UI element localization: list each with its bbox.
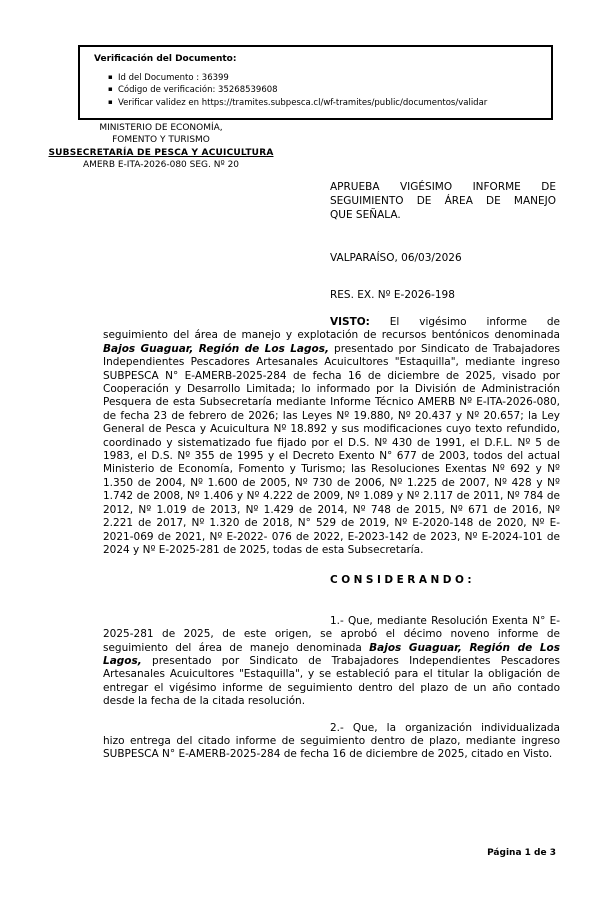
bullet-icon: ▪ <box>108 85 113 94</box>
amerb-reference: AMERB E-ITA-2026-080 SEG. Nº 20 <box>82 159 240 170</box>
page-footer <box>487 848 556 858</box>
paragraph-2-text: 2.- Que, la organización individualizada hizo entrega del citado informe de seguimiento dentro de plazo, mediante ingreso SUBPESCA N° E-AMERB-2025-284 de fecha 16 de diciembre de 2025, citado en Visto. <box>103 721 560 761</box>
bullet-icon: ▪ <box>108 97 113 106</box>
visto-label: VISTO: <box>330 316 370 328</box>
bullet-icon: ▪ <box>108 73 113 81</box>
area-name-emphasis: Bajos Guaguar, Región de Los Lagos, <box>103 641 561 667</box>
place-and-date: VALPARAÍSO, 06/03/2026 <box>330 252 462 264</box>
considerando-paragraph-1 <box>103 615 560 709</box>
page-label-prefix: Página <box>487 848 525 858</box>
considerando-paragraph-2 <box>103 722 560 762</box>
document-body <box>103 316 560 762</box>
visto-intro: El vigésimo informe de seguimiento del área de manejo y explotación de recursos bentónicos denominada <box>103 316 560 342</box>
page-label-suffix: de 3 <box>530 848 556 858</box>
subsecretaria-title: SUBSECRETARÍA DE PESCA Y ACUICULTURA <box>48 147 274 158</box>
ministry-line-1: MINISTERIO DE ECONOMÍA, <box>99 123 223 133</box>
area-name-emphasis: Bajos Guaguar, Región de Los Lagos, <box>103 342 329 355</box>
verification-list <box>108 72 541 109</box>
verification-item-text: Id del Documento : 36399 <box>118 73 229 83</box>
ministry-line-2: FOMENTO Y TURISMO <box>112 135 210 146</box>
verification-title: Verificación del Documento: <box>94 54 237 64</box>
verification-item-document-id <box>108 72 541 84</box>
visto-rest: presentado por Sindicato de Trabajadores Independientes Pescadores Artesanales Acuicultores "Estaquilla", mediante ingreso SUBPESCA N° E-AMERB-2025-284 de fecha 16 de diciembre de 2025, visado por Cooperación y Desarrollo Limitada; lo informado por la División de Administración Pesquera de esta Subsecretaría mediante Informe Técnico AMERB Nº E-ITA-2026-080, de fecha 23 de febrero de 2026; las Leyes Nº 19.880, Nº 20.437 y Nº 20.657; la Ley General de Pesca y Acuicultura Nº 18.892 y sus modificaciones cuyo texto refundido, coordinado y sistematizado fue fijado por el D.S. Nº 430 de 1991, el D.F.L. Nº 5 de 1983, el D.S. Nº 355 de 1995 y el Decreto Exento N° 677 de 2003, todos del actual Ministerio de Economía, Fomento y Turismo; las Resoluciones Exentas Nº 692 y Nº 1.350 de 2004, Nº 1.600 de 2005, Nº 730 de 2006, Nº 1.225 de 2007, Nº 428 y Nº 1.742 de 2008, Nº 1.406 y Nº 4.222 de 2009, Nº 1.089 y Nº 2.117 de 2011, Nº 784 de 2012, Nº 1.019 de 2013, Nº 1.429 de 2014, Nº 748 de 2015, Nº 671 de 2016, Nº 2.221 de 2017, Nº 1.320 de 2018, N° 529 de 2019, Nº E-2020-148 de 2020, Nº E-2021-069 de 2021, Nº E-2022- 076 de 2022, E-2023-142 de 2023, Nº E-2024-101 de 2024 y Nº E-2025-281 de 2025, todas de esta Subsecretaría. <box>103 342 560 556</box>
verification-url-text: Verificar validez en https://tramites.subpesca.cl/wf-tramites/public/documentos/validar <box>118 97 488 108</box>
subject-line: SEGUIMIENTO DE ÁREA DE MANEJO <box>330 195 556 207</box>
letterhead <box>37 122 285 171</box>
verification-item-code <box>108 84 541 96</box>
resolution-subject <box>330 180 556 222</box>
paragraph-1-rest: presentado por Sindicato de Trabajadores Independientes Pescadores Artesanales Acuicultores "Estaquilla", y se estableció para el titular la obligación de entregar el vigésimo informe de seguimiento dentro del plazo de un año contado desde la fecha de la citada resolución. <box>103 654 560 708</box>
verification-box <box>78 45 553 120</box>
page-number: 1 <box>524 848 531 858</box>
verification-item-text: Código de verificación: 35268539608 <box>118 85 278 96</box>
considerando-heading: CONSIDERANDO: <box>330 574 476 587</box>
verification-item-url <box>108 97 541 109</box>
paragraph-1-lead: 1.- Que, mediante Resolución Exenta N° E-2025-281 de 2025, de este origen, se aprobó el décimo noveno informe de seguimiento del área de manejo denominada <box>103 614 560 654</box>
visto-paragraph <box>103 316 560 557</box>
subject-line: QUE SEÑALA. <box>330 209 401 221</box>
subject-line: APRUEBA VIGÉSIMO INFORME DE <box>330 181 556 193</box>
resolution-number: RES. EX. Nº E-2026-198 <box>330 289 455 301</box>
